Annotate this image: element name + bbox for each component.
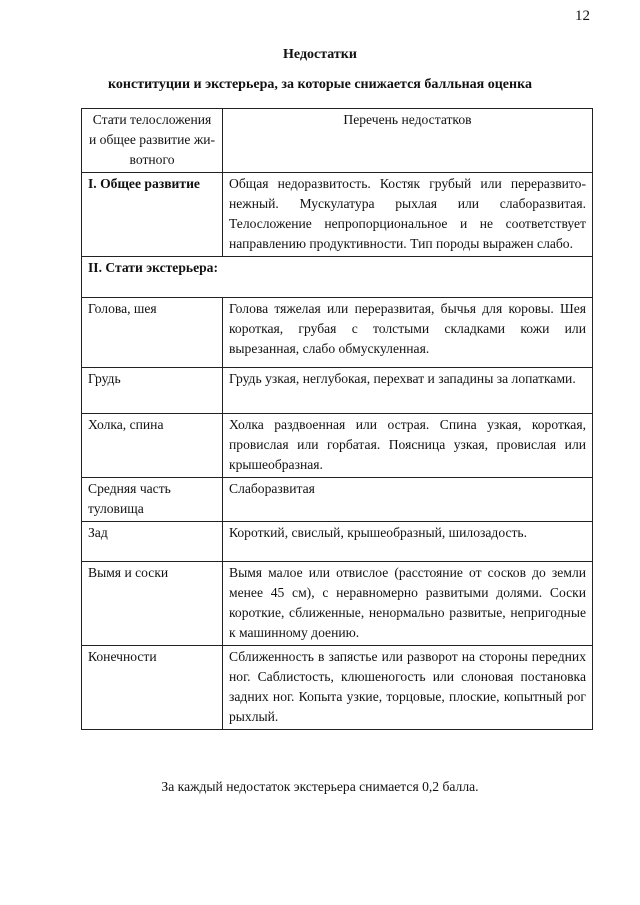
row-text: Сближенность в запястье или разворот на стороны передних ног. Саблистость, клюшеногость или слоновая постановка задних ног. Копыта узкие, торцовые, плоские, копытный рог рыхлый.: [223, 646, 593, 730]
document-subtitle: конституции и экстерьера, за которые снижается балльная оценка: [108, 77, 532, 92]
row-text: Голова тяжелая или переразвитая, бычья для коровы. Шея короткая, грубая с толстыми складками кожи или вырезанная, слабо обмускуленная.: [223, 298, 593, 368]
header-defects-list: Перечень недостатков: [223, 109, 593, 173]
table-row: [82, 414, 593, 478]
row-text: Общая недоразвитость. Костяк грубый или переразвито-нежный. Мускулатура рыхлая или слаборазвитая. Телосложение непропорциональное и не соответствует направлению продуктивности. Тип породы выражен слабо.: [223, 173, 593, 257]
document-title: Недостатки: [283, 47, 357, 62]
defects-table: [81, 108, 593, 730]
table-row: [82, 522, 593, 562]
row-text: Холка раздвоенная или острая. Спина узкая, короткая, провислая или горбатая. Поясница узкая, провислая или крышеобразная.: [223, 414, 593, 478]
row-name: Холка, спина: [82, 414, 223, 478]
table-row: [82, 646, 593, 730]
table-row-general: [82, 173, 593, 257]
row-name: Грудь: [82, 368, 223, 414]
row-text: Грудь узкая, неглубокая, перехват и западины за лопатками.: [223, 368, 593, 414]
row-text: Короткий, свислый, крышеобразный, шилозадость.: [223, 522, 593, 562]
row-name: Средняя часть туловища: [82, 478, 223, 522]
row-name: Вымя и соски: [82, 562, 223, 646]
header-body-parts: Стати телосложения и общее развитие жи-вотного: [82, 109, 223, 173]
table-header-row: [82, 109, 593, 173]
table-section-row: [82, 257, 593, 298]
table-row: [82, 368, 593, 414]
row-text: Вымя малое или отвислое (расстояние от сосков до земли менее 45 см), с неравномерно развитыми долями. Соски короткие, сближенные, ненормально развитые, непригодные к машинному доению.: [223, 562, 593, 646]
table-row: [82, 562, 593, 646]
footnote: За каждый недостаток экстерьера снимается 0,2 балла.: [161, 779, 479, 794]
table-row: [82, 478, 593, 522]
row-name: Зад: [82, 522, 223, 562]
row-name: I. Общее развитие: [82, 173, 223, 257]
table-row: [82, 298, 593, 368]
row-name: Конечности: [82, 646, 223, 730]
row-text: Слаборазвитая: [223, 478, 593, 522]
section-title: II. Стати экстерьера:: [82, 257, 593, 298]
row-name: Голова, шея: [82, 298, 223, 368]
page-number: 12: [575, 8, 590, 24]
